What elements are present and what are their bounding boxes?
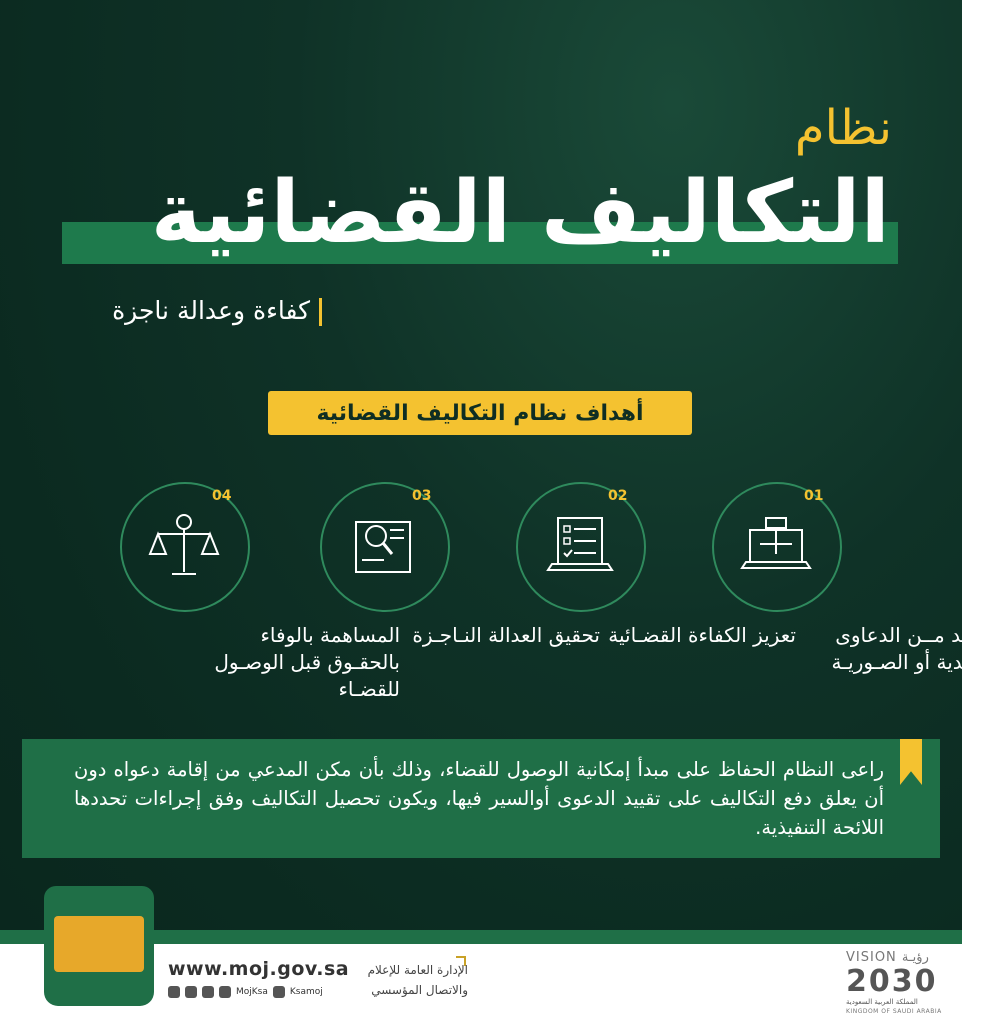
title-small: نظام <box>794 100 892 156</box>
goal-item-01 <box>712 482 992 712</box>
subtitle-accent-line <box>319 298 322 326</box>
goal-label: المساهمة بالوفاء بالحقـوق قبل الوصـول للقضـاء <box>214 623 400 701</box>
goal-item-04 <box>120 482 400 712</box>
emblem-shield <box>54 916 144 972</box>
goal-label: تحقيق العدالة النـاجـزة <box>412 623 600 647</box>
linkedin-icon[interactable] <box>219 986 231 998</box>
goal-number: 04 <box>212 488 232 504</box>
gavel-laptop-icon <box>738 508 814 584</box>
social-handle-1[interactable]: MojKsa <box>236 987 268 997</box>
note-box <box>22 739 940 858</box>
website-link[interactable]: www.moj.gov.sa <box>168 958 350 980</box>
emblem-text <box>58 978 140 996</box>
checklist-laptop-icon <box>542 508 618 584</box>
goal-label: تعزيز الكفاءة القضـائية <box>608 623 796 647</box>
goal-label: الحـد مــن الدعاوى الكيدية أو الصـوريـة <box>831 623 992 674</box>
goal-number: 02 <box>608 488 628 504</box>
goal-item-02 <box>516 482 796 712</box>
vision-kingdom-ar: المملكة العربية السعودية <box>846 998 918 1006</box>
note-text: راعى النظام الحفاظ على مبدأ إمكانية الوصول للقضاء، وذلك بأن مكن المدعي من إقامة دعواه دون أن يعلق دفع التكاليف على تقييد الدعوى أوالسير فيها، ويكون تحصيل التكاليف وفق إجراءات تحددها اللائحة التنفيذية. <box>74 758 884 839</box>
social-handle-2[interactable]: Ksamoj <box>289 987 323 997</box>
youtube-icon[interactable] <box>273 986 285 998</box>
goal-number: 03 <box>412 488 432 504</box>
bookmark-icon <box>900 739 922 785</box>
social-links <box>168 986 323 998</box>
magnifier-document-icon <box>346 508 422 584</box>
snapchat-icon[interactable] <box>202 986 214 998</box>
department-name: الإدارة العامة للإعلام والاتصال المؤسسي <box>367 963 468 997</box>
twitter-icon[interactable] <box>168 986 180 998</box>
subtitle <box>62 294 322 330</box>
goals-heading: أهداف نظام التكاليف القضائية <box>268 391 692 435</box>
page-title: التكاليف القضائية <box>150 163 890 263</box>
goal-number: 01 <box>804 488 824 504</box>
vision-label: VISION رؤيـة <box>846 950 929 965</box>
vision-2030-logo <box>846 950 946 1016</box>
vision-year: 2030 <box>846 964 938 999</box>
vision-kingdom-en: KINGDOM OF SAUDI ARABIA <box>846 1008 942 1015</box>
ministry-emblem-logo <box>44 886 154 1006</box>
instagram-icon[interactable] <box>185 986 197 998</box>
subtitle-text: كفاءة وعدالة ناجزة <box>112 296 310 325</box>
scales-gear-icon <box>146 508 222 584</box>
